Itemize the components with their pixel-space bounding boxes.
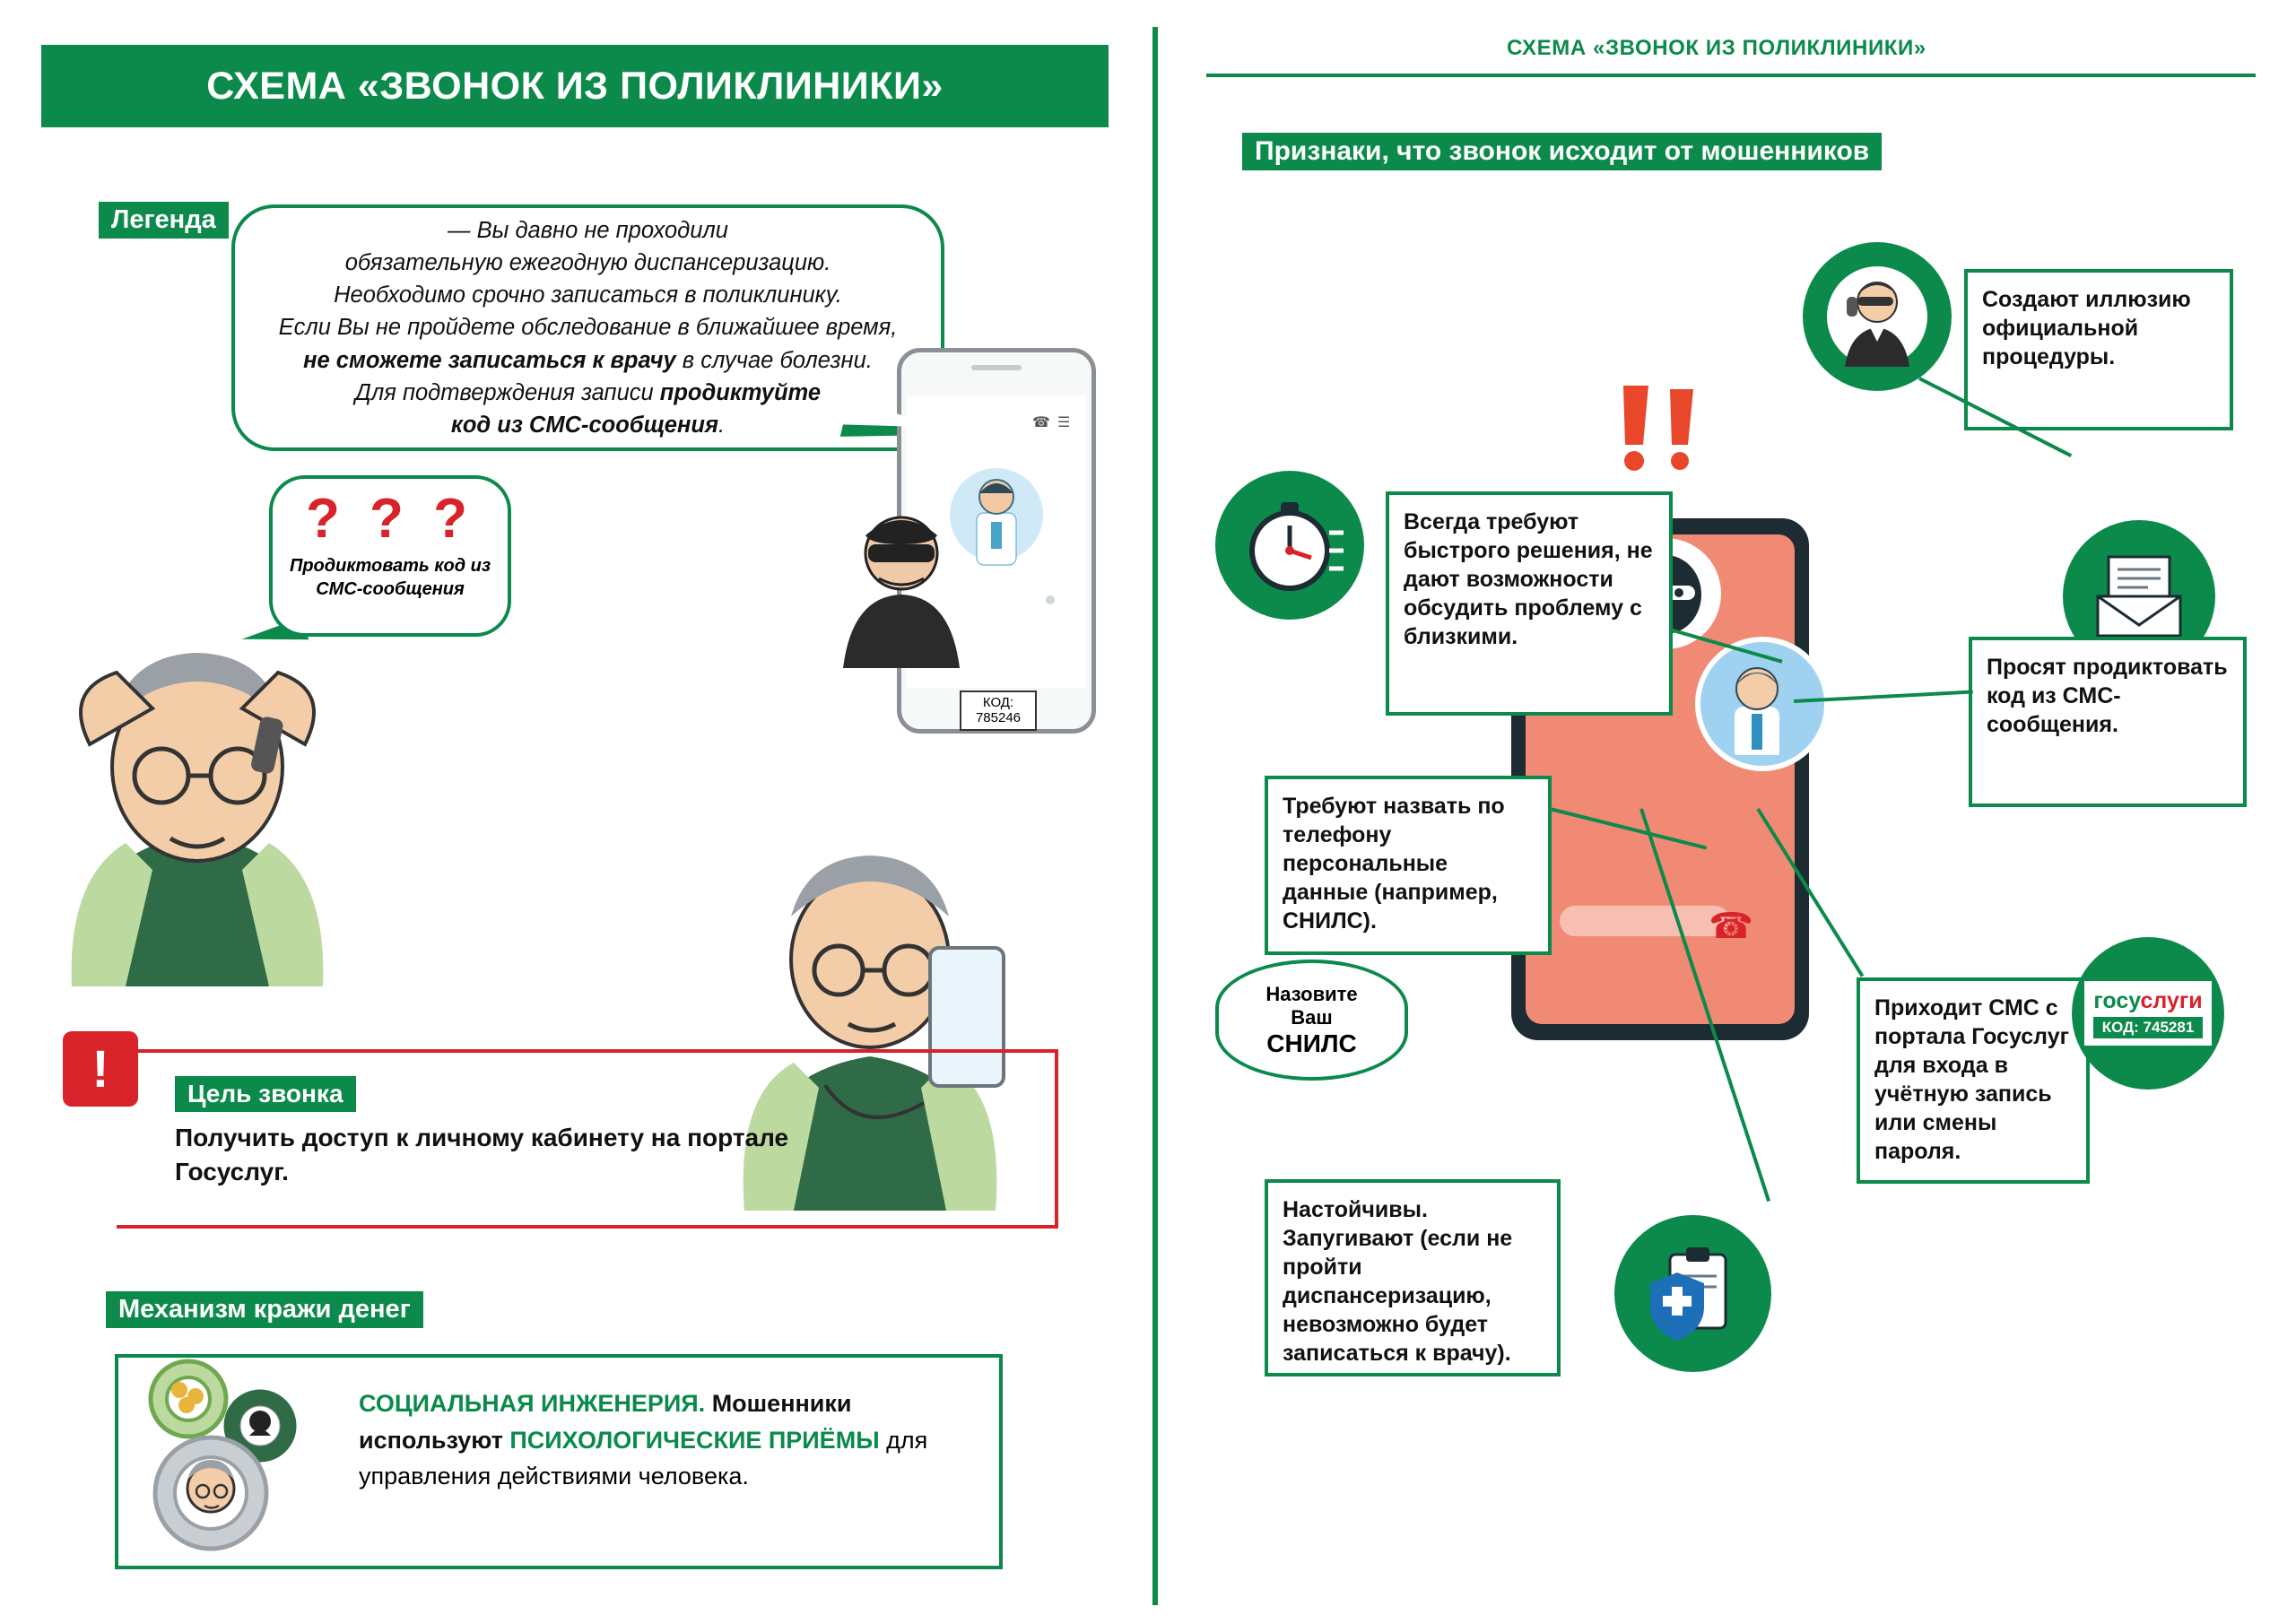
alert-exclamation-marks	[1605, 386, 1731, 484]
legend-line-7	[279, 409, 898, 441]
legend-line-7-tail: .	[718, 413, 726, 438]
medical-clipboard-icon	[1614, 1215, 1771, 1372]
mechanism-text-part3: ПСИХОЛОГИЧЕСКИЕ ПРИЁМЫ	[509, 1426, 880, 1454]
question-marks: ? ? ?	[305, 488, 475, 550]
slide-to-answer-pill	[1560, 906, 1730, 936]
legend-line-5-tail: в случае болезни.	[675, 347, 873, 373]
snils-line-1: Назовите	[1265, 982, 1358, 1005]
caller-suit-icon	[1803, 242, 1952, 391]
legend-line-6-plain: Для подтверждения записи	[354, 379, 660, 405]
snils-line-2: Ваш	[1291, 1005, 1333, 1029]
callout-sms-code: Просят продиктовать код из СМС-сообщения.	[1969, 637, 2247, 807]
gears-illustration	[126, 1350, 350, 1565]
mechanism-text-part4: для управления действиями человека.	[359, 1426, 928, 1489]
gosuslugi-word-right: слуги	[2140, 988, 2203, 1013]
mechanism-text	[359, 1385, 969, 1495]
callout-speed: Всегда требуют быстрого решения, не дают возможности обсудить проблему с близкими.	[1386, 491, 1673, 716]
right-header-title: СХЕМА «ЗВОНОК ИЗ ПОЛИКЛИНИКИ»	[1507, 36, 1926, 60]
mechanism-text-part2: Мошенники используют	[359, 1390, 852, 1454]
exclamation-icon: !	[63, 1031, 138, 1107]
left-title-banner: СХЕМА «ЗВОНОК ИЗ ПОЛИКЛИНИКИ»	[41, 45, 1109, 127]
snils-line-3: СНИЛС	[1266, 1029, 1357, 1057]
right-header-rule	[1206, 74, 2256, 77]
purpose-text: Получить доступ к личному кабинету на портале Госуслуг.	[175, 1124, 789, 1185]
phone-speaker	[971, 365, 1022, 370]
question-bubble-text: Продиктовать код из СМС-сообщения	[289, 556, 491, 599]
mechanism-tag: Механизм кражи денег	[106, 1291, 423, 1328]
stopwatch-icon	[1215, 471, 1364, 620]
phone-code-chip: КОД: 785246	[960, 690, 1037, 731]
legend-line-6	[279, 377, 898, 409]
gosuslugi-wordmark	[2093, 988, 2202, 1014]
gosuslugi-word-left: госу	[2093, 988, 2141, 1013]
thief-illustration	[825, 489, 978, 668]
gosuslugi-code: КОД: 745281	[2093, 1017, 2202, 1038]
legend-line-2: обязательную ежегодную диспансеризацию.	[344, 249, 831, 275]
callout-personal-data: Требуют назвать по телефону персональные данные (например, СНИЛС).	[1265, 776, 1552, 955]
legend-line-5	[279, 344, 898, 377]
signs-tag: Признаки, что звонок исходит от мошенников	[1242, 133, 1882, 170]
svg-text:☰: ☰	[1057, 415, 1071, 430]
callout-official: Создают иллюзию официальной процедуры.	[1964, 269, 2233, 430]
legend-speech-text	[256, 214, 921, 441]
callout-sms-gosuslugi: Приходит СМС с портала Госуслуг для входа в учётную запись или смены пароля.	[1857, 977, 2090, 1184]
svg-text:☎: ☎	[1032, 415, 1050, 430]
legend-line-1: — Вы давно не проходили	[448, 217, 728, 243]
callout-pressure: Настойчивы. Запугивают (если не пройти диспансеризацию, невозможно будет записаться к врачу).	[1265, 1179, 1561, 1376]
handset-icon: ☎	[1709, 907, 1753, 946]
legend-line-3: Необходимо срочно записаться в поликлинику.	[334, 282, 842, 308]
legend-line-4: Если Вы не пройдете обследование в ближайшее время,	[278, 315, 898, 341]
gosuslugi-logo	[2084, 981, 2211, 1046]
legend-line-6-bold: продиктуйте	[659, 379, 822, 405]
purpose-tag: Цель звонка	[175, 1076, 356, 1112]
legend-tag: Легенда	[99, 202, 229, 239]
mechanism-text-part1: СОЦИАЛЬНАЯ ИНЖЕНЕРИЯ.	[359, 1390, 706, 1417]
column-divider	[1152, 27, 1158, 1605]
legend-speech-bubble	[231, 204, 944, 451]
legend-line-7-bold: код из СМС-сообщения	[450, 413, 718, 438]
legend-line-5-bold: не сможете записаться к врачу	[303, 347, 676, 373]
gosuslugi-badge	[2072, 937, 2224, 1090]
snils-bubble-text	[1265, 983, 1357, 1058]
snils-bubble	[1215, 960, 1408, 1081]
worried-man-illustration	[36, 610, 413, 986]
